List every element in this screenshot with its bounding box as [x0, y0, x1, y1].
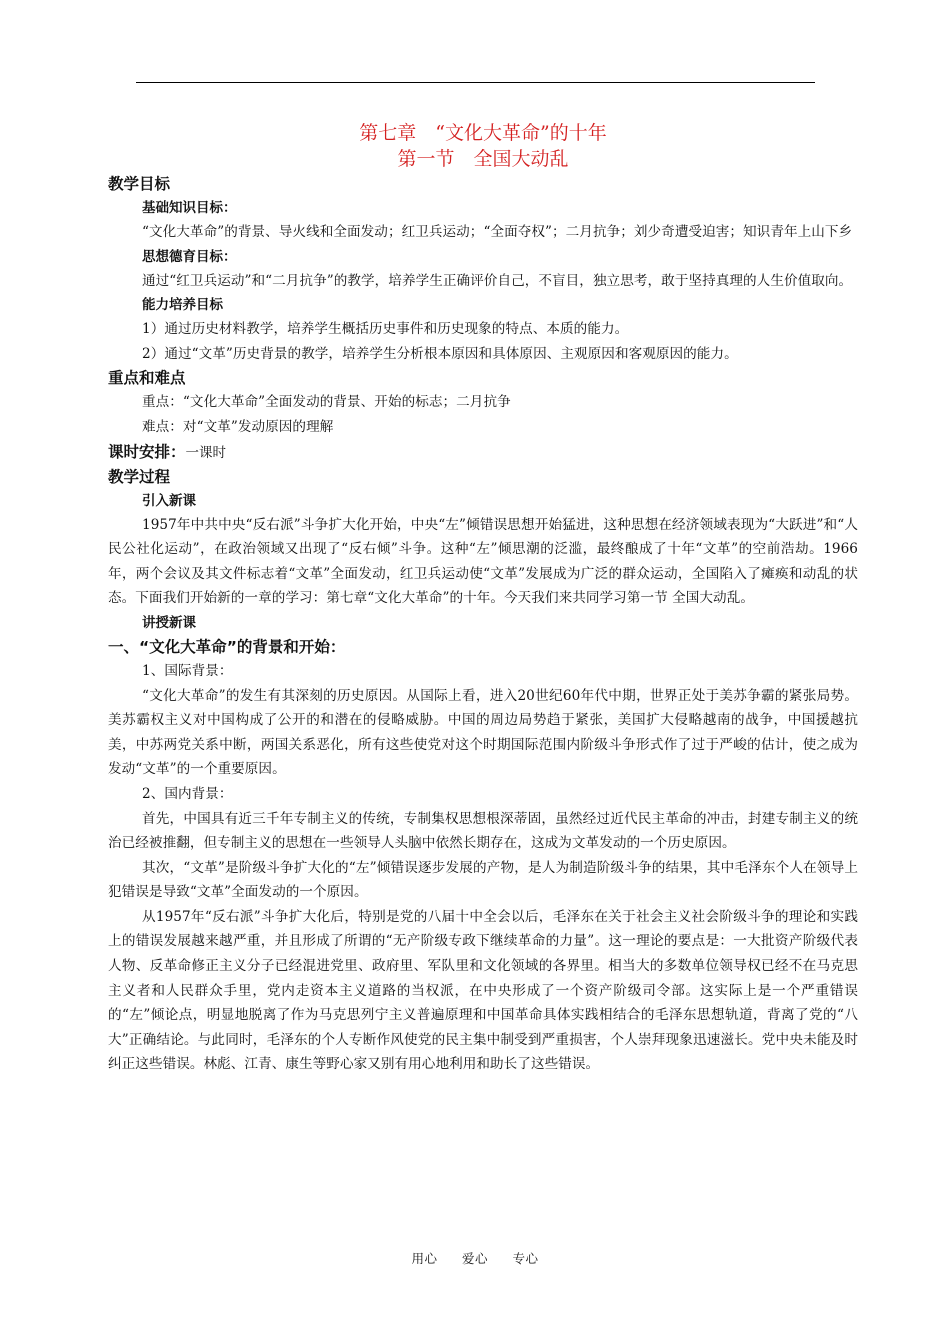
header-rule [136, 82, 815, 83]
intl-text: “文化大革命”的发生有其深刻的历史原因。从国际上看，进入20世纪60年代中期，世界正处于美苏争霸的紧张局势。美苏霸权主义对中国构成了公开的和潜在的侵略威胁。中国的周边局势趋于紧张，美国扩大侵略越南的战争，中国援越抗美，中苏两党关系中断，两国关系恶化，所有这些使党对这个时期国际范围内阶级斗争形式作了过于严峻的估计，使之成为发动“文革”的一个重要原因。 [108, 687, 858, 778]
moral-goal-text: 通过“红卫兵运动”和“二月抗争”的教学，培养学生正确评价自己，不盲目，独立思考，敢于坚持真理的人生价值取向。 [142, 272, 853, 289]
ability-goal-heading: 能力培养目标 [142, 297, 223, 314]
moral-goal-heading: 思想德育目标： [142, 248, 237, 265]
document-body [108, 120, 858, 1077]
schedule-value: 一课时 [185, 444, 227, 461]
key-point: 重点：“文化大革命”全面发动的背景、开始的标志；二月抗争 [142, 394, 511, 411]
schedule-heading: 课时安排： [108, 442, 186, 461]
intro-text: 1957年中共中央“反右派”斗争扩大化开始，中央“左”倾错误思想开始猛进，这种思想在经济领域表现为“大跃进”和“人民公社化运动”，在政治领域又出现了“反右倾”斗争。这种“左”倾思潮的泛滥，最终酿成了十年“文革”的空前浩劫。1966年，两个会议及其文件标志着“文革”全面发动，红卫兵运动使“文革”发展成为广泛的群众运动，全国陷入了瘫痪和动乱的状态。下面我们开始新的一章的学习：第七章“文化大革命”的十年。今天我们来共同学习第一节 全国大动乱。 [108, 516, 858, 607]
knowledge-goal-text: “文化大革命”的背景、导火线和全面发动；红卫兵运动；“全面夺权”；二月抗争；刘少奇遭受迫害；知识青年上山下乡 [142, 224, 853, 240]
section-one-heading: 一、“文化大革命”的背景和开始： [108, 637, 346, 656]
chapter-title: 第七章 “文化大革命”的十年 [359, 122, 607, 144]
ability-goal-1: 1）通过历史材料教学，培养学生概括历史事件和历史现象的特点、本质的能力。 [142, 321, 629, 338]
domestic-paragraph-3: 从1957年“反右派”斗争扩大化后，特别是党的八届十中全会以后，毛泽东在关于社会主义社会阶级斗争的理论和实践上的错误发展越来越严重，并且形成了所谓的“无产阶级专政下继续革命的力量”。这一理论的要点是：一大批资产阶级代表人物、反革命修正主义分子已经混进党里、政府里、军队里和文化领域的各界里。相当大的多数单位领导权已经不在马克思主义者和人民群众手里，党内走资本主义道路的当权派，在中央形成了一个资产阶级司令部。这实际上是一个严重错误的“左”倾论点，明显地脱离了作为马克思列宁主义普遍原理和中国革命具体实践相结合的毛泽东思想轨道，背离了党的“八大”正确结论。与此同时，毛泽东的个人专断作风使党的民主集中制受到严重损害，个人崇拜现象迅速滋长。党中央未能及时纠正这些错误。林彪、江青、康生等野心家又别有用心地利用和助长了这些错误。 [108, 908, 858, 1073]
page-footer [0, 1249, 950, 1267]
intl-heading: 1、国际背景： [142, 662, 233, 679]
footer-word-3: 专心 [512, 1251, 539, 1266]
domestic-paragraph-2: 其次，“文革”是阶级斗争扩大化的“左”倾错误逐步发展的产物，是人为制造阶级斗争的结果，其中毛泽东个人在领导上犯错误是导致“文革”全面发动的一个原因。 [108, 859, 858, 901]
goals-heading: 教学目标 [108, 175, 171, 193]
footer-word-2: 爱心 [461, 1251, 488, 1266]
footer-word-1: 用心 [411, 1251, 438, 1266]
intro-heading: 引入新课 [142, 492, 196, 509]
knowledge-goal-heading: 基础知识目标： [142, 200, 237, 216]
ability-goal-2: 2）通过“文革”历史背景的教学，培养学生分析根本原因和具体原因、主观原因和客观原因的能力。 [142, 345, 738, 362]
section-title: 第一节 全国大动乱 [397, 148, 569, 170]
domestic-heading: 2、国内背景： [142, 785, 233, 802]
process-heading: 教学过程 [108, 467, 171, 486]
lecture-heading: 讲授新课 [142, 614, 196, 631]
difficulty-point: 难点：对“文革”发动原因的理解 [142, 418, 334, 435]
domestic-paragraph-1: 首先，中国具有近三千年专制主义的传统，专制集权思想根深蒂固，虽然经过近代民主革命的冲击，封建专制主义的统治已经被推翻，但专制主义的思想在一些领导人头脑中依然长期存在，这成为文革发动的一个历史原因。 [108, 810, 858, 852]
key-points-heading: 重点和难点 [108, 369, 186, 388]
schedule-line [108, 440, 858, 465]
